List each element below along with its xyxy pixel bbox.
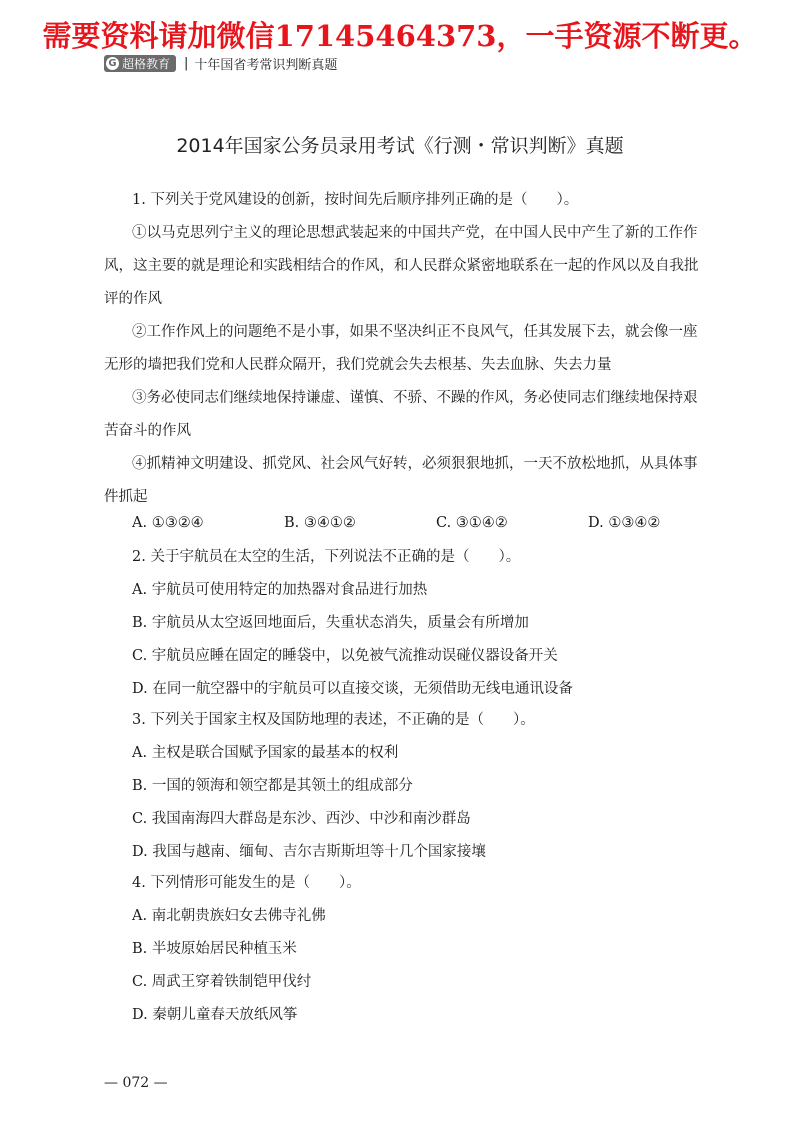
q3-option-c: C. 我国南海四大群岛是东沙、西沙、中沙和南沙群岛 [132,811,471,827]
q1-item1-line1: ①以马克思列宁主义的理论思想武装起来的中国共产党，在中国人民中产生了新的工作作 [132,225,698,241]
header-separator: | [184,55,189,71]
q4-option-d: D. 秦朝儿童春天放纸风筝 [132,1007,298,1023]
q1-option-a: A. ①③②④ [132,515,204,531]
logo-text: 超格教育 [122,56,171,71]
q3-stem: 3. 下列关于国家主权及国防地理的表述，不正确的是（ ）。 [132,712,535,728]
q1-item4-line1: ④抓精神文明建设、抓党风、社会风气好转，必须狠狠地抓，一天不放松地抓，从具体事 [132,456,698,472]
q2-option-d: D. 在同一航空器中的宇航员可以直接交谈，无须借助无线电通讯设备 [132,681,573,697]
q3-option-a: A. 主权是联合国赋予国家的最基本的权利 [132,745,399,761]
q3-option-d: D. 我国与越南、缅甸、吉尔吉斯斯坦等十几个国家接壤 [132,844,486,860]
publisher-logo [104,55,176,72]
series-title: 十年国省考常识判断真题 [194,57,338,73]
q2-option-c: C. 宇航员应睡在固定的睡袋中，以免被气流推动误碰仪器设备开关 [132,648,558,664]
q1-option-b: B. ③④①② [284,515,356,531]
watermark-banner: 需要资料请加微信17145464373，一手资源不断更。 [42,19,758,53]
q1-item4-line2: 件抓起 [104,489,148,505]
q1-option-d: D. ①③④② [588,515,661,531]
q2-stem: 2. 关于宇航员在太空的生活，下列说法不正确的是（ ）。 [132,549,521,565]
q1-item1-line3: 评的作风 [104,291,162,307]
page-number: — 072 — [104,1075,168,1091]
q1-item3-line1: ③务必使同志们继续地保持谦虚、谨慎、不骄、不躁的作风，务必使同志们继续地保持艰 [132,390,698,406]
logo-icon: G [106,57,119,70]
q2-option-a: A. 宇航员可使用特定的加热器对食品进行加热 [132,582,428,598]
q1-item1-line2: 风，这主要的就是理论和实践相结合的作风，和人民群众紧密地联系在一起的作风以及自我批 [104,258,699,274]
q2-option-b: B. 宇航员从太空返回地面后，失重状态消失，质量会有所增加 [132,615,529,631]
q4-stem: 4. 下列情形可能发生的是（ ）。 [132,875,361,891]
q1-item2-line2: 无形的墙把我们党和人民群众隔开，我们党就会失去根基、失去血脉、失去力量 [104,357,612,373]
q1-item2-line1: ②工作作风上的问题绝不是小事，如果不坚决纠正不良风气，任其发展下去，就会像一座 [132,324,698,340]
q1-stem: 1. 下列关于党风建设的创新，按时间先后顺序排列正确的是（ ）。 [132,192,579,208]
q4-option-a: A. 南北朝贵族妇女去佛寺礼佛 [132,908,326,924]
q3-option-b: B. 一国的领海和领空都是其领土的组成部分 [132,778,413,794]
page-header [104,53,337,73]
q1-item3-line2: 苦奋斗的作风 [104,423,191,439]
q4-option-c: C. 周武王穿着铁制铠甲伐纣 [132,974,312,990]
q4-option-b: B. 半坡原始居民种植玉米 [132,941,297,957]
q1-option-c: C. ③①④② [436,515,508,531]
page-title: 2014年国家公务员录用考试《行测・常识判断》真题 [176,135,624,157]
